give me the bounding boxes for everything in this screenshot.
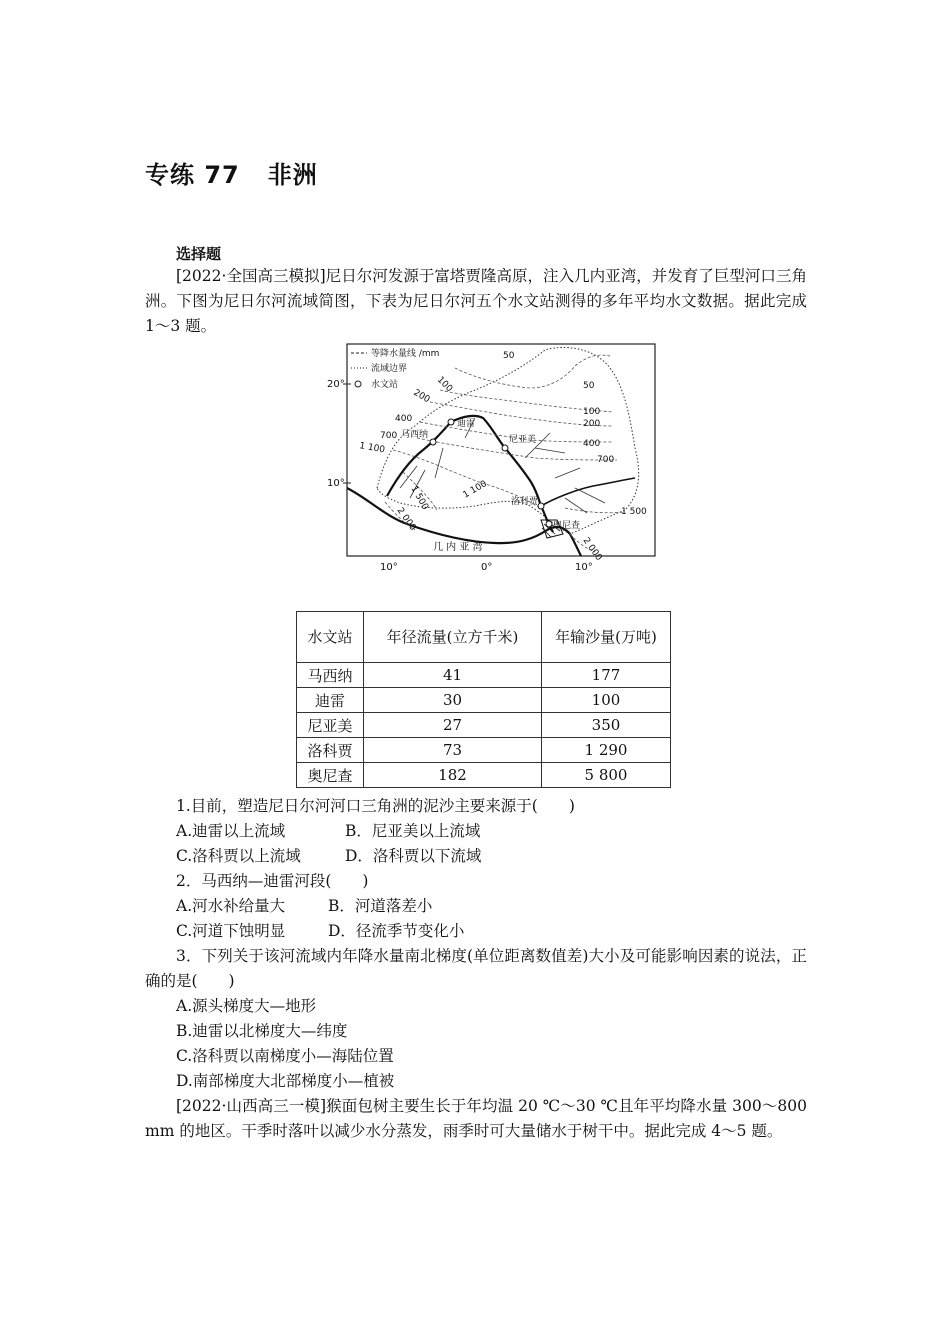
intro-paragraph-1 (145, 264, 807, 339)
intro-2-text: 猴面包树主要生长于年均温 20 ℃～30 ℃且年平均降水量 300～800 mm 的地区。干季时落叶以减少水分蒸发，雨季时可大量储水于树干中。据此完成 4～5 题。 (145, 1097, 807, 1140)
lat-label-20: 20° (327, 379, 345, 390)
table-row (297, 688, 671, 713)
table-cell: 洛科贾 (297, 738, 364, 763)
legend-isohyet-label: 等降水量线 /mm (371, 349, 440, 359)
station-lokoja-label: 洛科贾 (511, 497, 539, 507)
table-cell: 41 (364, 663, 542, 688)
section-label: 选择题 (176, 245, 222, 263)
niger-basin-map (325, 338, 660, 580)
station-dire-marker (448, 419, 454, 425)
table-cell: 100 (542, 688, 671, 713)
table-row (297, 663, 671, 688)
table-header-row (297, 612, 671, 663)
isohyet-label-700a: 700 (380, 431, 398, 441)
page-title (145, 155, 318, 190)
table-header-runoff: 年径流量(立方千米) (364, 612, 542, 663)
station-onitsha-marker (546, 521, 552, 527)
lon-label-10w: 10° (380, 562, 398, 573)
intro-1-text: 尼日尔河发源于富塔贾隆高原，注入几内亚湾，并发育了巨型河口三角洲。下图为尼日尔河流域简图，下表为尼日尔河五个水文站测得的多年平均水文数据。据此完成 1～3 题。 (145, 267, 807, 335)
hydrology-table (296, 611, 671, 788)
table-cell: 182 (364, 763, 542, 788)
question-2-option-d: D．径流季节变化小 (328, 922, 465, 940)
isohyet-label-2000a: 2 000 (394, 505, 418, 533)
table-cell: 73 (364, 738, 542, 763)
legend-station-label: 水文站 (371, 380, 399, 390)
table-cell: 350 (542, 713, 671, 738)
table-header-sediment: 年输沙量(万吨) (542, 612, 671, 663)
intro-2-source: [2022·山西高三一模] (176, 1097, 327, 1115)
lat-label-10: 10° (327, 478, 345, 489)
lon-label-0: 0° (481, 562, 493, 573)
question-1-option-b: B．尼亚美以上流域 (345, 822, 481, 840)
question-3-option-b: B.迪雷以北梯度大—纬度 (176, 1022, 348, 1040)
question-3-option-c: C.洛科贾以南梯度小—海陆位置 (176, 1047, 394, 1065)
isohyet-label-100b: 100 (583, 407, 601, 417)
question-1-option-a: A.迪雷以上流域 (176, 822, 286, 840)
table-cell: 奥尼查 (297, 763, 364, 788)
table-cell: 马西纳 (297, 663, 364, 688)
isohyet-label-200a: 200 (411, 387, 432, 406)
legend-boundary-label: 流域边界 (371, 364, 408, 374)
station-onitsha-label: 奥尼查 (553, 521, 581, 531)
isohyet-label-400a: 400 (395, 414, 413, 424)
question-3-option-d: D.南部梯度大北部梯度小—植被 (176, 1072, 395, 1090)
question-2-stem: 2．马西纳—迪雷河段( ) (176, 872, 369, 890)
table-cell: 30 (364, 688, 542, 713)
table-cell: 177 (542, 663, 671, 688)
isohyet-label-50b: 50 (583, 381, 595, 391)
isohyet-label-100a: 100 (434, 375, 455, 395)
question-2-option-a: A.河水补给量大 (176, 897, 286, 915)
question-1-stem: 1.目前，塑造尼日尔河河口三角洲的泥沙主要来源于( ) (176, 797, 575, 815)
question-3-option-a: A.源头梯度大—地形 (176, 997, 317, 1015)
question-2-option-c: C.河道下蚀明显 (176, 922, 286, 940)
title-topic: 非洲 (267, 161, 318, 189)
gulf-of-guinea-label: 几 内 亚 湾 (433, 542, 483, 553)
question-3-stem: 3．下列关于该河流域内年降水量南北梯度(单位距离数值差)大小及可能影响因素的说法，正确的是( ) (145, 947, 807, 990)
benue-river (541, 478, 635, 506)
table-cell: 5 800 (542, 763, 671, 788)
tributaries (400, 418, 605, 513)
table-cell: 27 (364, 713, 542, 738)
isohyet-label-200b: 200 (583, 419, 601, 429)
intro-1-source: [2022·全国高三模拟] (176, 267, 326, 285)
question-1-option-c: C.洛科贾以上流域 (176, 847, 301, 865)
station-macina-marker (430, 439, 436, 445)
isohyet-label-50a: 50 (503, 351, 515, 361)
station-dire-label: 迪雷 (457, 419, 476, 429)
isohyet-label-2000b: 2 000 (580, 535, 604, 563)
station-macina-label: 马西纳 (401, 430, 429, 440)
table-row (297, 738, 671, 763)
isohyet-label-1500a: 1 500 (408, 484, 430, 512)
isohyet-label-1100a: 1 100 (358, 441, 386, 456)
isohyet-label-1100b: 1 100 (461, 479, 489, 501)
isohyet-label-700b: 700 (597, 455, 615, 465)
isohyet-label-1500b: 1 500 (621, 507, 647, 517)
table-cell: 1 290 (542, 738, 671, 763)
question-1-option-d: D．洛科贾以下流域 (345, 847, 482, 865)
station-niamey-label: 尼亚美 (509, 435, 537, 445)
table-header-station: 水文站 (297, 612, 364, 663)
table-row (297, 763, 671, 788)
isohyet-label-400b: 400 (583, 439, 601, 449)
lon-label-10e: 10° (575, 562, 593, 573)
title-code: 专练 77 (145, 161, 240, 189)
legend-station-icon (355, 381, 361, 387)
station-lokoja-marker (538, 503, 544, 509)
station-niamey-marker (502, 445, 508, 451)
question-2-option-b: B．河道落差小 (328, 897, 433, 915)
intro-paragraph-2 (145, 1094, 807, 1144)
table-row (297, 713, 671, 738)
table-cell: 尼亚美 (297, 713, 364, 738)
table-cell: 迪雷 (297, 688, 364, 713)
